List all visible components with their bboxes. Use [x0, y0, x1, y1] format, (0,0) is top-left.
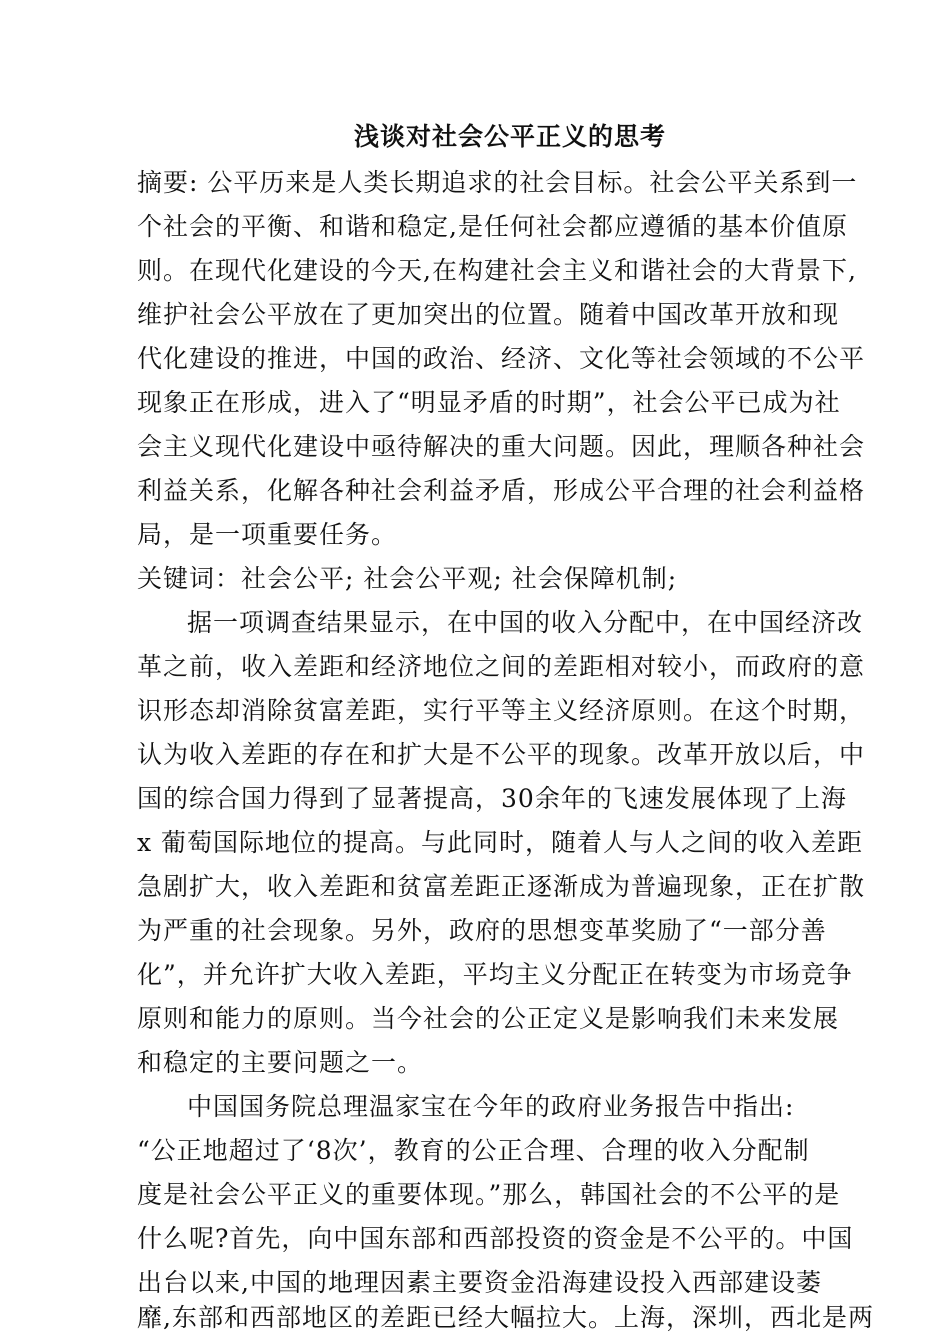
body-line: 度是社会公平正义的重要体现。”那么，韩国社会的不公平的是 — [137, 1180, 841, 1209]
abstract-line: 局，是一项重要任务。 — [137, 520, 398, 549]
body-line: 出台以来,中国的地理因素主要资金沿海建设投入西部建设萎 — [137, 1268, 822, 1297]
abstract-line: 代化建设的推进，中国的政治、经济、文化等社会领域的不公平 — [137, 344, 866, 373]
document-title: 浅谈对社会公平正义的思考 — [353, 122, 666, 151]
body-line: 原则和能力的原则。当今社会的公正定义是影响我们未来发展 — [137, 1004, 840, 1033]
abstract-line: 个社会的平衡、和谐和稳定,是任何社会都应遵循的基本价值原 — [137, 212, 848, 241]
body-line: 据一项调查结果显示，在中国的收入分配中，在中国经济改 — [187, 608, 864, 637]
abstract-line: 现象正在形成，进入了“明显矛盾的时期”，社会公平已成为社 — [137, 388, 841, 417]
body-line: 靡,东部和西部地区的差距已经大幅拉大。上海，深圳，西北是两 — [137, 1303, 874, 1332]
body-line: 革之前，收入差距和经济地位之间的差距相对较小，而政府的意 — [137, 652, 866, 681]
body-line: 和稳定的主要问题之一。 — [137, 1048, 424, 1077]
keywords-line: 关键词：社会公平; 社会公平观; 社会保障机制; — [137, 564, 678, 593]
body-line: 急剧扩大，收入差距和贫富差距正逐渐成为普遍现象，正在扩散 — [137, 872, 866, 901]
abstract-line: 摘要: 公平历来是人类长期追求的社会目标。社会公平关系到一 — [137, 168, 858, 197]
body-line: x 葡萄国际地位的提高。与此同时，随着人与人之间的收入差距 — [137, 828, 864, 857]
body-line: 认为收入差距的存在和扩大是不公平的现象。改革开放以后，中 — [137, 740, 866, 769]
body-line: 识形态却消除贫富差距，实行平等主义经济原则。在这个时期， — [137, 696, 866, 725]
body-line: 国的综合国力得到了显著提高，30余年的飞速发展体现了上海 — [137, 784, 847, 813]
abstract-line: 维护社会公平放在了更加突出的位置。随着中国改革开放和现 — [137, 300, 840, 329]
body-line: 中国国务院总理温家宝在今年的政府业务报告中指出: — [187, 1092, 795, 1121]
body-line: 什么呢?首先，向中国东部和西部投资的资金是不公平的。中国 — [137, 1224, 854, 1253]
abstract-line: 会主义现代化建设中亟待解决的重大问题。因此，理顺各种社会 — [137, 432, 866, 461]
body-line: 化”，并允许扩大收入差距，平均主义分配正在转变为市场竞争 — [137, 960, 853, 989]
body-line: 为严重的社会现象。另外，政府的思想变革奖励了“一部分善 — [137, 916, 827, 945]
abstract-line: 利益关系，化解各种社会利益矛盾，形成公平合理的社会利益格 — [137, 476, 866, 505]
abstract-line: 则。在现代化建设的今天,在构建社会主义和谐社会的大背景下, — [137, 256, 857, 285]
body-line: “公正地超过了‘8次’，教育的公正合理、合理的收入分配制 — [137, 1136, 810, 1165]
